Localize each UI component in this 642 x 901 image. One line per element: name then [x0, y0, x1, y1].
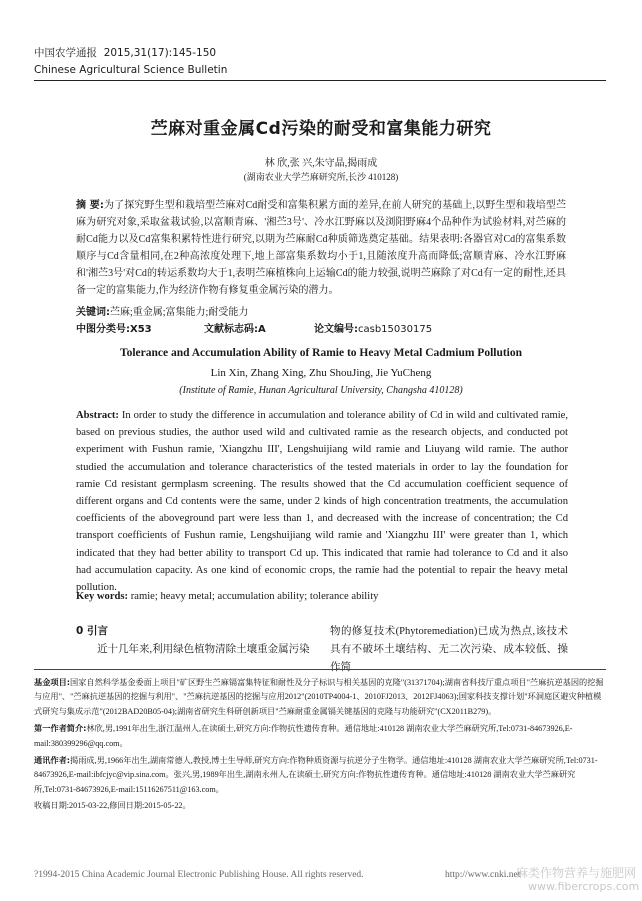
paper-title-en: Tolerance and Accumulation Ability of Ramie to Heavy Metal Cadmium Pollution [119, 347, 523, 359]
paper-id [314, 320, 432, 335]
header-divider [34, 80, 606, 81]
keywords-en [76, 591, 568, 602]
abstract-en [76, 407, 568, 596]
corresponding-label: 通讯作者: [34, 755, 71, 766]
keywords-text-en: ramie; heavy metal; accumulation ability; tolerance ability [130, 591, 379, 602]
abstract-text-cn: 为了探究野生型和栽培型苎麻对Cd耐受和富集积累方面的差异,在前人研究的基础上,以野生型和栽培型苎麻为研究对象,采取盆栽试验,以富顺青麻、'湘苎3号'、冷水江野麻以及浏阳野麻4个品种作为试验材料,对苎麻的耐Cd能力以及Cd富集积累特性进行研究,以期为苎麻耐Cd种质筛选奠定基础。结果表明:各器官对Cd的富集系数顺序与Cd含量相同,在2种高浓度处理下,地上部富集系数均小于1,且随浓度升高而降低;富顺青麻、冷水江野麻和'湘苎3号'对Cd的转运系数均大于1,表明苎麻植株向上运输Cd的能力较强,说明苎麻除了对Cd有一定的耐性,还具备一定的富集能力,作为经济作物有修复重金属污染的潜力。 [76, 200, 567, 297]
watermark-site-name: 麻类作物营养与施肥网 [516, 866, 637, 880]
doc-code-value: A [258, 324, 266, 335]
keywords-label-en: Key words: [76, 591, 129, 602]
authors-en: Lin Xin, Zhang Xing, Zhu ShouJing, Jie YuCheng [210, 367, 432, 379]
funding-label: 基金项目: [34, 677, 71, 687]
cnki-link[interactable]: http://www.cnki.net [445, 870, 521, 880]
clc-value: X53 [130, 324, 152, 335]
intro-text-right: 物的修复技术(Phytoremediation)已成为热点,该技术具有不破坏土壤结构、无二次污染、成本较低、操作简 [330, 626, 568, 673]
keywords-text-cn: 苎麻;重金属;富集能力;耐受能力 [110, 307, 249, 318]
affiliation-en: (Institute of Ramie, Hunan Agricultural University, Changsha 410128) [179, 385, 463, 396]
corresponding-text: 揭雨成,男,1966年出生,湖南常德人,教授,博士生导师,研究方向:作物种质资源与抗逆分子生物学。通信地址:410128 湖南农业大学苎麻研究所,Tel:0731-84673926,E-mail:ibfcjyc@vip.sina.com。张兴,男,1989年出生,湖南永州人,在读硕士,研究方向:作物抗性遗传育种。通信地址:410128 湖南农业大学苎麻研究所,Tel:0731-84673926,E-mail:15116267511@163.com。 [34, 756, 598, 794]
first-author-label: 第一作者简介: [34, 723, 87, 734]
affiliation-cn: (湖南农业大学苎麻研究所,长沙 410128) [243, 172, 399, 182]
journal-header [34, 45, 216, 60]
funding-note [34, 675, 608, 719]
document-code [204, 320, 266, 335]
intro-text-left: 近十几年来,利用绿色植物清除土壤重金属污染 [97, 644, 310, 655]
journal-name-cn: 中国农学通报 [34, 47, 97, 59]
keywords-cn [76, 303, 566, 318]
copyright-notice: ?1994-2015 China Academic Journal Electronic Publishing House. All rights reserved. [34, 870, 364, 880]
abstract-label-cn: 摘 要: [76, 200, 104, 211]
received-dates: 收稿日期:2015-03-22,修回日期:2015-05-22。 [34, 801, 191, 811]
journal-issue: 2015,31(17):145-150 [103, 47, 217, 59]
clc-label: 中图分类号: [76, 324, 130, 335]
abstract-cn [76, 197, 566, 300]
doc-code-label: 文献标志码: [204, 324, 258, 335]
abstract-label-en: Abstract: [76, 410, 119, 421]
first-author-text: 林欣,男,1991年出生,浙江温州人,在读硕士,研究方向:作物抗性遗传育种。通信地址:410128 湖南农业大学苎麻研究所,Tel:0731-84673926,E-mail:380399296@qq.com。 [34, 724, 573, 748]
authors-cn: 林 欣,张 兴,朱守晶,揭雨成 [264, 158, 378, 169]
footnote-divider [34, 669, 606, 670]
paper-title-cn: 苎麻对重金属Cd污染的耐受和富集能力研究 [150, 119, 492, 139]
first-author-note [34, 721, 608, 751]
corresponding-note [34, 753, 608, 797]
footnotes [34, 675, 608, 816]
keywords-label-cn: 关键词: [76, 307, 110, 318]
clc-code [76, 320, 152, 335]
watermark-url: www.fibercrops.com [528, 880, 640, 893]
paper-id-label: 论文编号: [314, 324, 358, 335]
paper-id-value: casb15030175 [358, 324, 433, 335]
journal-name-en: Chinese Agricultural Science Bulletin [34, 64, 228, 76]
abstract-text-en: In order to study the difference in accumulation and tolerance ability of Cd in wild and cultivated ramie, based on previous studies, the author used wild and cultivated ramie as the research objects, and conducted pot experiment with Fushun ramie, 'Xiangzhu III', Lengshuijiang wild ramie and Liuyang wild ramie. The author studied the accumulation and tolerance characteristics of the tested materials in order to lay the foundation for ramie Cd resistant germplasm screening. The results showed that the Cd accumulation coefficient sequence of different organs and Cd contents were the same, under 2 kinds of high concentration treatments, the accumulation coefficients of the aboveground part were less than 1, and decreased with the increase of concentration; the Cd transport coefficients of Fushun ramie, Lengshuijiang wild ramie and 'Xiangzhu III' were greater than 1, which indicated that they had better ability to transport Cd up. This indicated that ramie had tolerance to Cd and it also had accumulation capacity. As one kind of economic crops, the ramie had the potential to repair the heavy metal pollution. [76, 410, 568, 594]
funding-text: 国家自然科学基金委面上项目"矿区野生苎麻镉富集特征和耐性及分子标识与相关基因的克隆"(31371704);湖南省科技厅重点项目"苎麻抗逆基因的挖掘与应用"、"苎麻抗逆基因的挖掘与利用"、"苎麻抗逆基因的挖掘与应用2012"(2010TP4004-1、2010FJ2013、2012FJ4063);国家科技支撑计划"环洞庭区避灾种植模式研究与集成示范"(2012BAD20B05-04);湖南省研究生科研创新项目"苎麻耐重金属镉关键基因的克隆与功能研究"(CX2011B279)。 [34, 678, 604, 716]
intro-heading: 0 引言 [76, 625, 108, 637]
